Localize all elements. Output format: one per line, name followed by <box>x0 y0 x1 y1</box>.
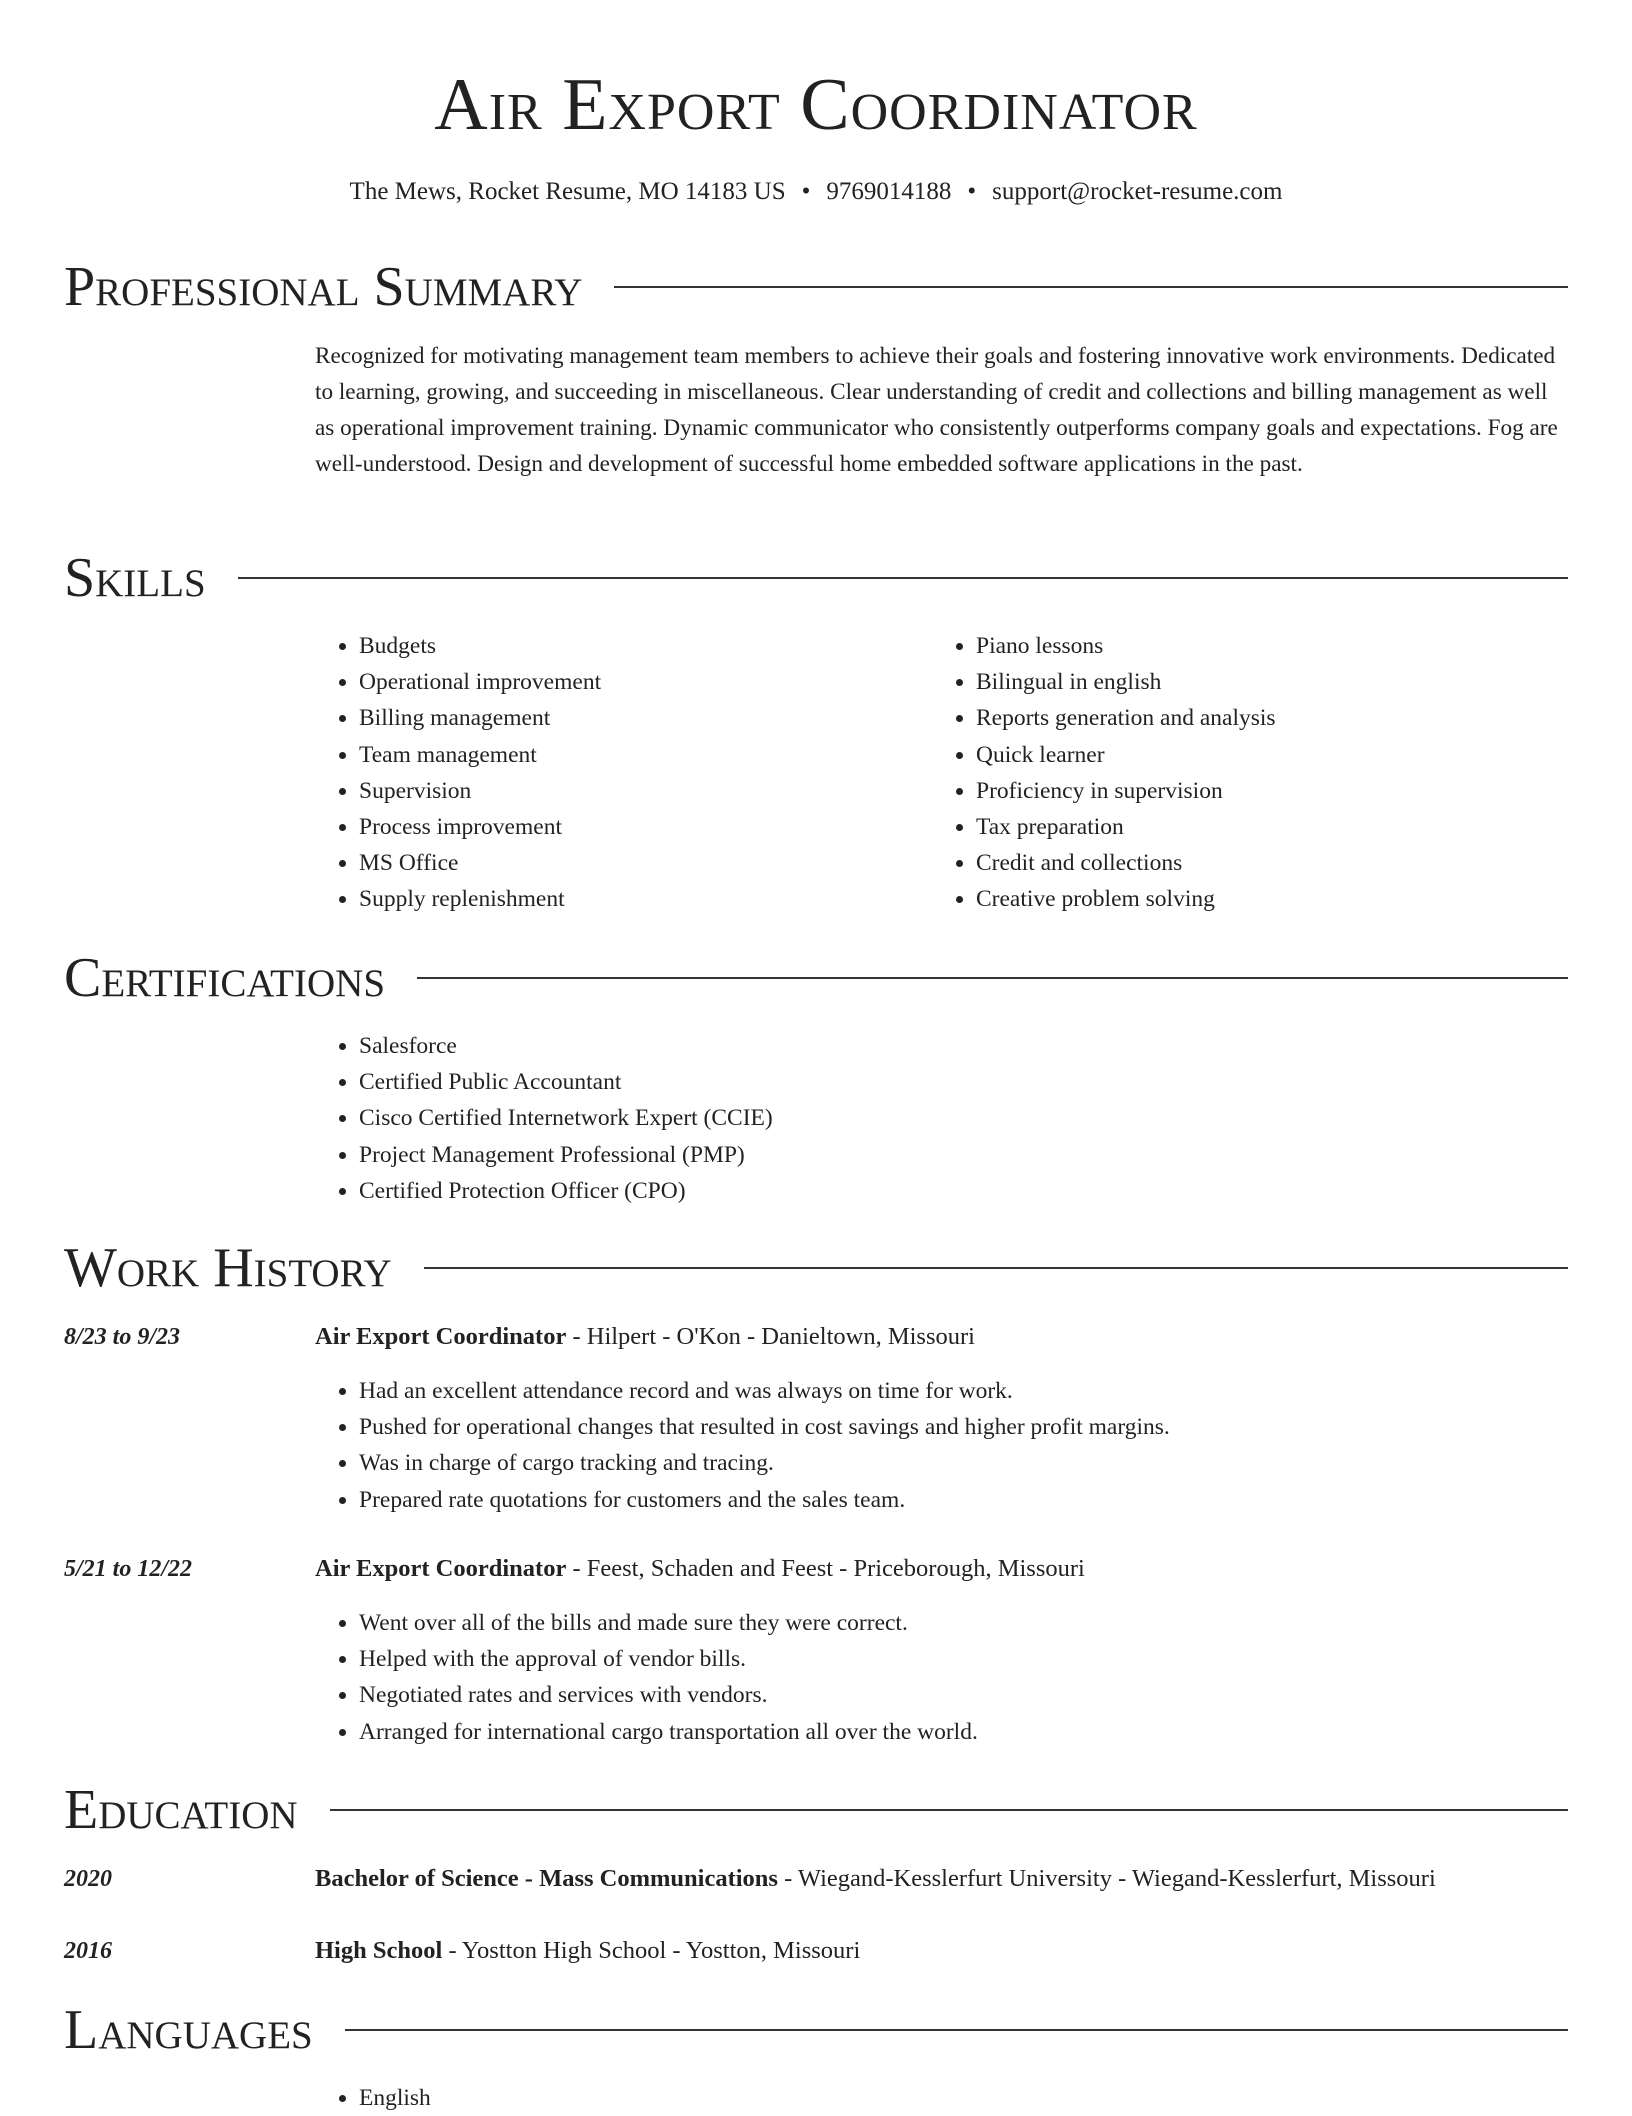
certification-item: • Salesforce <box>359 1028 1359 1064</box>
education-degree: Bachelor of Science - Mass Communications <box>315 1865 778 1892</box>
job-bullets <box>315 1373 1609 1518</box>
section-divider <box>238 577 1568 579</box>
skill-item: • Creative problem solving <box>976 881 1576 917</box>
job-bullet: • Negotiated rates and services with vendors. <box>359 1677 1609 1713</box>
skill-item: • Reports generation and analysis <box>976 700 1576 736</box>
contact-separator: • <box>801 178 811 205</box>
contact-address: The Mews, Rocket Resume, MO 14183 US <box>349 178 786 205</box>
section-title: Work History <box>64 1237 392 1299</box>
section-title: Education <box>64 1779 298 1841</box>
summary-text: Recognized for motivating management team members to achieve their goals and fostering innovative work environments. Dedicated to learning, growing, and succeeding in miscellaneous. Clear understanding of credit and collections and billing management as well as operational improvement training. Dynamic communicator who consistently outperforms company goals and expectations. Fog are well-understood. Design and development of successful home embedded software applications in the past. <box>315 343 1558 477</box>
skill-item: • MS Office <box>359 845 919 881</box>
skill-item: • Budgets <box>359 628 919 664</box>
education-year: 2016 <box>64 1938 112 1964</box>
skill-item: • Operational improvement <box>359 664 919 700</box>
job-bullet: • Had an excellent attendance record and was always on time for work. <box>359 1373 1609 1409</box>
language-item: • English <box>359 2080 959 2116</box>
section-education <box>64 1775 1568 1845</box>
job-heading <box>315 1319 1575 1355</box>
skills-list-left <box>315 628 919 918</box>
job-bullet: • Helped with the approval of vendor bills. <box>359 1641 1609 1677</box>
skill-item: • Proficiency in supervision <box>976 773 1576 809</box>
job-bullet: • Arranged for international cargo transportation all over the world. <box>359 1714 1609 1750</box>
section-skills <box>64 543 1568 613</box>
skill-item: • Bilingual in english <box>976 664 1576 700</box>
section-title: Skills <box>64 547 206 609</box>
languages-list <box>315 2080 959 2116</box>
certification-item: • Certified Protection Officer (CPO) <box>359 1173 1359 1209</box>
section-languages <box>64 1995 1568 2065</box>
education-entry <box>315 1933 1575 1969</box>
section-title: Certifications <box>64 947 386 1009</box>
job-bullets <box>315 1605 1609 1750</box>
skill-item: • Credit and collections <box>976 845 1576 881</box>
section-summary <box>64 252 1568 322</box>
skill-item: • Billing management <box>359 700 919 736</box>
contact-line <box>0 174 1632 210</box>
section-divider <box>417 977 1568 979</box>
job-bullet: • Pushed for operational changes that resulted in cost savings and higher profit margins. <box>359 1409 1609 1445</box>
job-heading <box>315 1551 1575 1587</box>
section-divider <box>424 1267 1568 1269</box>
contact-separator: • <box>967 178 977 205</box>
skill-item: • Team management <box>359 737 919 773</box>
certifications-list <box>315 1028 1359 1209</box>
resume-name: Air Export Coordinator <box>434 64 1198 146</box>
certification-item: • Project Management Professional (PMP) <box>359 1137 1359 1173</box>
job-title: Air Export Coordinator <box>315 1323 567 1350</box>
job-dates: 5/21 to 12/22 <box>64 1556 193 1582</box>
job-dates: 8/23 to 9/23 <box>64 1324 181 1350</box>
skill-item: • Supply replenishment <box>359 881 919 917</box>
education-degree: High School <box>315 1937 443 1964</box>
job-bullet: • Was in charge of cargo tracking and tracing. <box>359 1445 1609 1481</box>
skill-item: • Piano lessons <box>976 628 1576 664</box>
section-divider <box>330 1809 1568 1811</box>
section-title: Languages <box>64 1999 313 2061</box>
certification-item: • Certified Public Accountant <box>359 1064 1359 1100</box>
job-bullet: • Went over all of the bills and made sure they were correct. <box>359 1605 1609 1641</box>
education-year: 2020 <box>64 1866 112 1892</box>
skills-list-right <box>932 628 1576 918</box>
contact-phone: 9769014188 <box>826 178 952 205</box>
skill-item: • Process improvement <box>359 809 919 845</box>
contact-email: support@rocket-resume.com <box>992 178 1283 205</box>
skill-item: • Supervision <box>359 773 919 809</box>
section-divider <box>614 286 1568 288</box>
section-work-history <box>64 1233 1568 1303</box>
education-details: - Yostton High School - Yostton, Missouri <box>442 1937 861 1964</box>
section-title: Professional Summary <box>64 256 583 318</box>
education-details: - Wiegand-Kesslerfurt University - Wiegand-Kesslerfurt, Missouri <box>777 1865 1436 1892</box>
job-bullet: • Prepared rate quotations for customers and the sales team. <box>359 1482 1609 1518</box>
education-entry <box>315 1861 1575 1897</box>
skill-item: • Quick learner <box>976 737 1576 773</box>
certification-item: • Cisco Certified Internetwork Expert (CCIE) <box>359 1100 1359 1136</box>
job-details: - Hilpert - O'Kon - Danieltown, Missouri <box>566 1323 975 1350</box>
skill-item: • Tax preparation <box>976 809 1576 845</box>
section-certifications <box>64 943 1568 1013</box>
job-details: - Feest, Schaden and Feest - Priceborough, Missouri <box>566 1555 1085 1582</box>
section-divider <box>345 2029 1568 2031</box>
job-title: Air Export Coordinator <box>315 1555 567 1582</box>
